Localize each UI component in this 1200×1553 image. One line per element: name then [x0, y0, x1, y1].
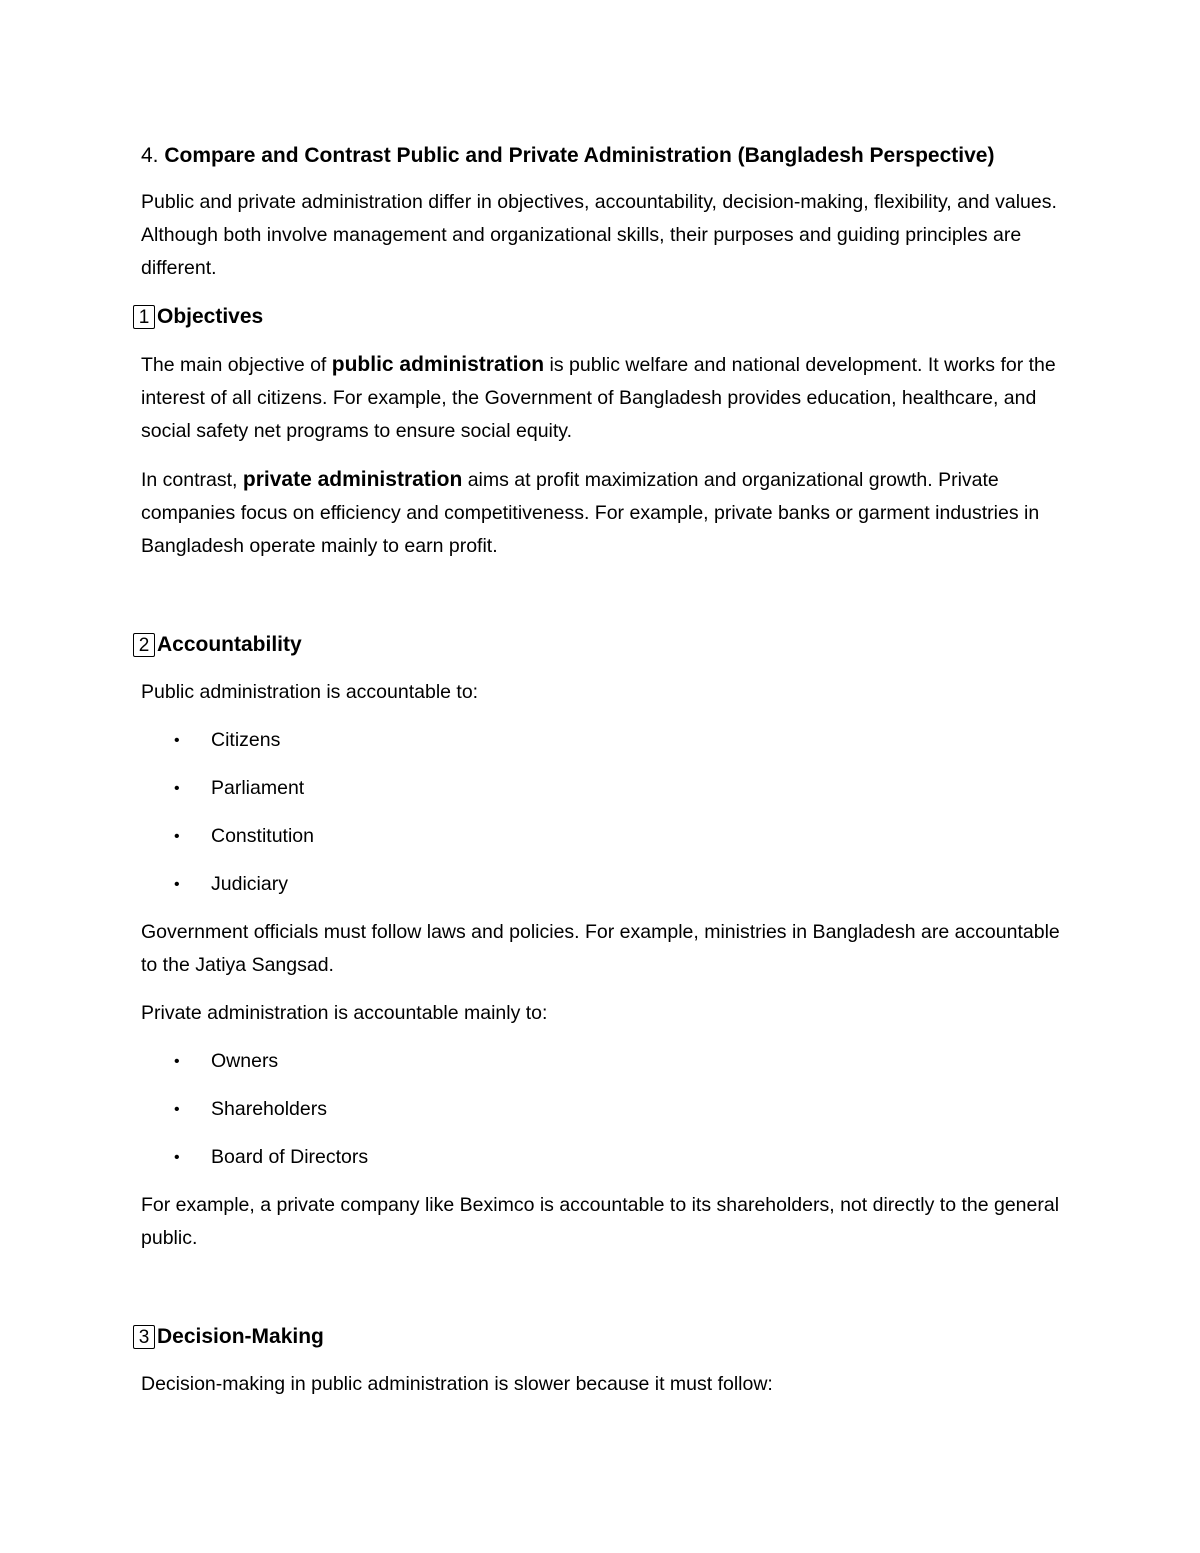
bold-term: private administration: [242, 468, 463, 491]
text-run: aims at profit maximization and organizational growth. Private companies focus on efficiency and competitiveness. For example, private banks or garment industries in Bangladesh operate mainly to earn profit.: [141, 469, 1040, 557]
bullet-icon: •: [174, 1101, 180, 1118]
title-text: Compare and Contrast Public and Private Administration (Bangladesh Perspective): [164, 144, 995, 167]
list-item-text: Owners: [211, 1050, 279, 1072]
list-item-text: Shareholders: [211, 1098, 327, 1120]
section-heading-decision-making: [133, 1320, 1061, 1353]
section-number-badge: 1: [133, 305, 155, 329]
title-number: 4.: [141, 144, 159, 167]
intro-paragraph: Public and private administration differ in objectives, accountability, decision-making, flexibility, and values. Although both involve management and organizational skills, their purposes and guiding principles are different.: [141, 191, 1057, 279]
text-run: The main objective of: [141, 354, 332, 376]
bullet-icon: •: [174, 732, 180, 749]
section-number-badge: 3: [133, 1325, 155, 1349]
text-run: In contrast,: [141, 469, 243, 491]
list-item-text: Judiciary: [211, 873, 288, 895]
list-item: [141, 772, 1061, 805]
bullet-icon: •: [174, 780, 180, 797]
section-heading-objectives: [133, 300, 1061, 333]
objectives-paragraph-public: [141, 348, 1061, 448]
private-accountability-intro: Private administration is accountable mainly to:: [141, 1002, 548, 1024]
list-item: [141, 868, 1061, 901]
document-page: [138, 138, 1061, 1416]
list-item-text: Parliament: [211, 777, 305, 799]
document-title: [141, 138, 1061, 174]
list-item: [141, 1093, 1061, 1126]
section-heading-text: Accountability: [157, 633, 302, 656]
private-accountability-list: [141, 1045, 1061, 1174]
text-run: is public welfare and national development. It works for the interest of all citizens. For example, the Government of Bangladesh provides education, healthcare, and social safety net programs to ensure social equity.: [141, 354, 1056, 442]
bullet-icon: •: [174, 828, 180, 845]
private-accountability-note: For example, a private company like Beximco is accountable to its shareholders, not directly to the general public.: [141, 1194, 1060, 1249]
public-accountability-note: Government officials must follow laws and policies. For example, ministries in Bangladesh are accountable to the Jatiya Sangsad.: [141, 921, 1060, 976]
list-item: [141, 820, 1061, 853]
list-item-text: Citizens: [211, 729, 281, 751]
list-item: [141, 1141, 1061, 1174]
list-item: [141, 1045, 1061, 1078]
public-accountability-intro: Public administration is accountable to:: [141, 681, 479, 703]
bullet-icon: •: [174, 1149, 180, 1166]
bullet-icon: •: [174, 1053, 180, 1070]
section-heading-text: Objectives: [157, 305, 264, 328]
list-item: [141, 724, 1061, 757]
section-heading-accountability: [133, 628, 1061, 661]
section-number-badge: 2: [133, 633, 155, 657]
list-item-text: Constitution: [211, 825, 314, 847]
spacer: [141, 1270, 1061, 1320]
bullet-icon: •: [174, 876, 180, 893]
spacer: [141, 578, 1061, 628]
objectives-paragraph-private: [141, 463, 1061, 563]
bold-term: public administration: [331, 353, 545, 376]
public-accountability-list: [141, 724, 1061, 901]
list-item-text: Board of Directors: [211, 1146, 369, 1168]
section-heading-text: Decision-Making: [157, 1325, 324, 1348]
decision-making-intro: Decision-making in public administration is slower because it must follow:: [141, 1373, 773, 1395]
